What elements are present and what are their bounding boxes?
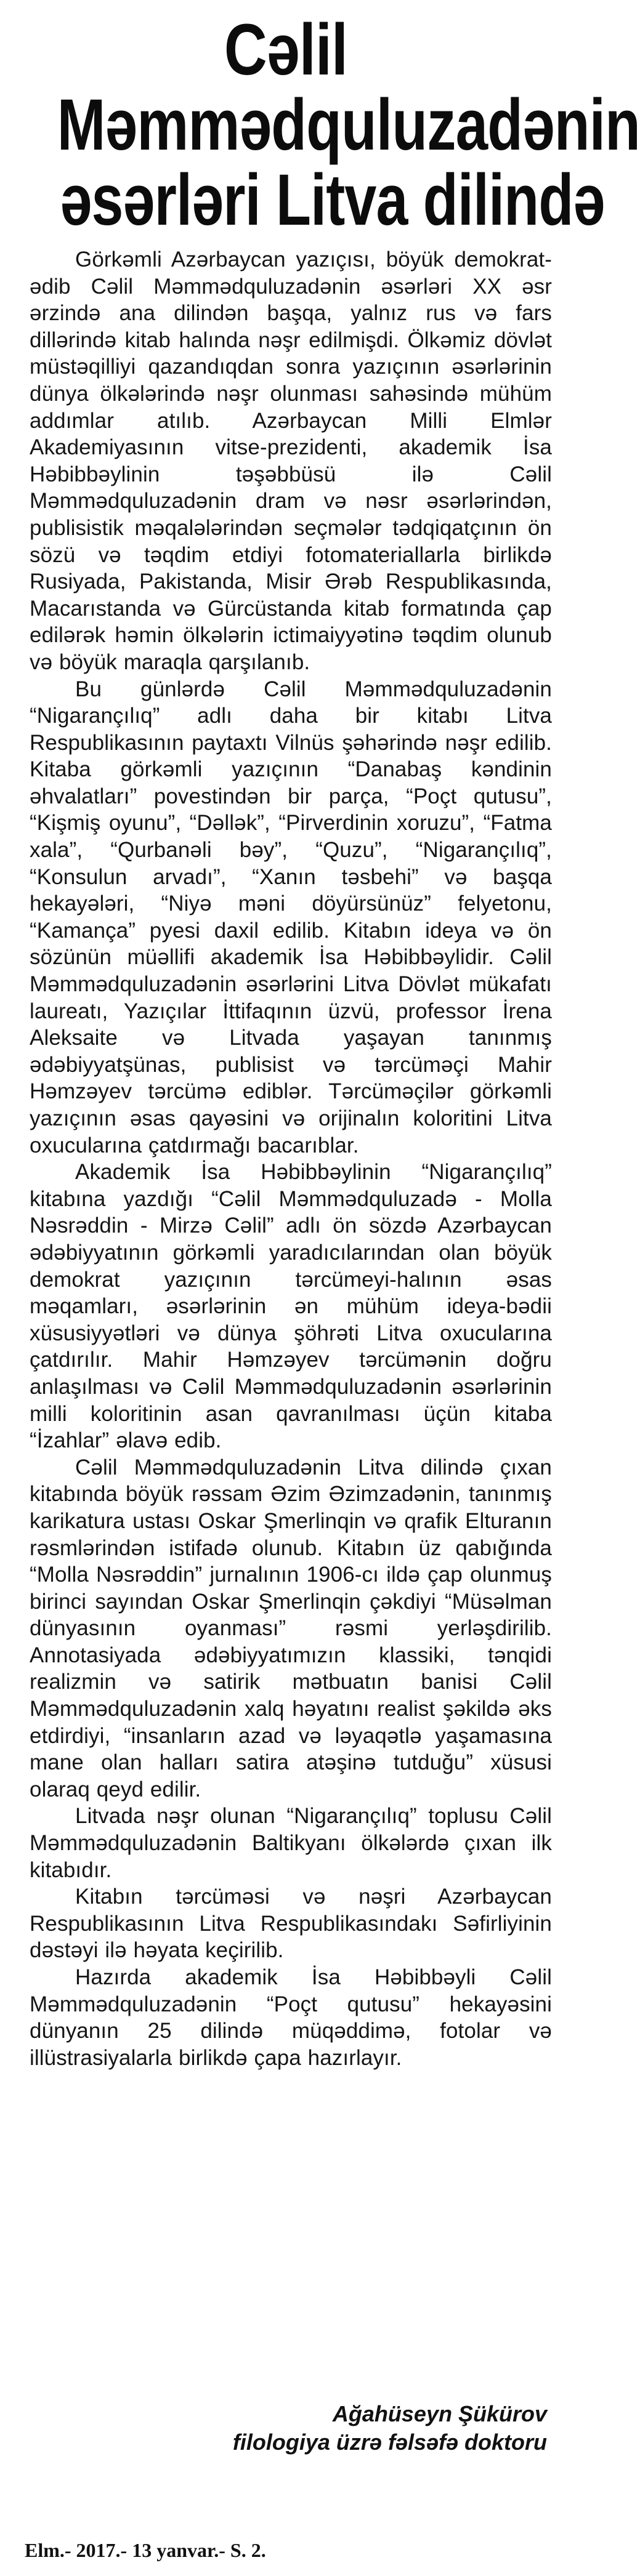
paragraph-6: Kitabın tərcüməsi və nəşri Azərbaycan Respublikasının Litva Respublikasındakı Səfirliyinin dəstəyi ilə həyata keçirilib. — [30, 1885, 552, 1963]
headline — [0, 9, 640, 241]
paragraph-2: Bu günlərdə Cəlil Məmmədquluzadənin “Nigarançılıq” adlı daha bir kitabı Litva Respublikasının paytaxtı Vilnüs şəhərində nəşr edilib. Kitaba görkəmli yazıçının “Danabaş kəndinin əhvalatları” povestindən bir parça, “Poçt qutusu”, “Kişmiş oyunu”, “Dəllək”, “Pirverdinin xoruzu”, “Fatma xala”, “Qurbanəli bəy”, “Quzu”, “Nigarançılıq”, “Konsulun arvadı”, “Xanın təsbehi” və başqa hekayələri, “Niyə məni döyürsünüz” felyetonu, “Kamança” pyesi daxil edilib. Kitabın ideya və ön sözünün müəllifi akademik İsa Həbibbəylidir. Cəlil Məmmədquluzadənin əsərlərini Litva Dövlət mükafatı laureatı, Yazıçılar İttifaqının üzvü, professor İrena Aleksaite və Litvada yaşayan tanınmış ədəbiyyatşünas, publisist və tərcüməçi Mahir Həmzəyev tərcümə ediblər. Tərcüməçilər görkəmli yazıçının əsas qayəsini və orijinalın koloritini Litva oxucularına çatdırmağı bacarıblar. — [30, 677, 552, 1157]
headline-line-1: Cəlil — [224, 9, 348, 91]
paragraph-4: Cəlil Məmmədquluzadənin Litva dilində çıxan kitabında böyük rəssam Əzim Əzimzadənin, tanınmış karikatura ustası Oskar Şmerlinqin və qrafik Elturanın rəsmlərindən istifadə olunub. Kitabın üz qabığında “Molla Nəsrəddin” jurnalının 1906-cı ildə çap olunmuş birinci sayından Oskar Şmerlinqin çəkdiyi “Müsəlman dünyasının oyanması” rəsmi yerləşdirilib. Annotasiyada ədəbiyyatımızın klassiki, tənqidi realizmin və satirik mətbuatın banisi Cəlil Məmmədquluzadənin xalq həyatını realist şəkildə əks etdirdiyi, “insanların azad və ləyaqətlə yaşamasına mane olan halları satira atəşinə tutduğu” xüsusi olaraq qeyd edilir. — [30, 1455, 552, 1801]
headline-line-3: əsərləri Litva dilində — [60, 159, 605, 241]
paragraph-1: Görkəmli Azərbaycan yazıçısı, böyük demokrat-ədib Cəlil Məmmədquluzadənin əsərləri XX əsr ərzində ana dilindən başqa, yalnız rus və fars dillərində kitab halında nəşr edilmişdi. Ölkəmiz dövlət müstəqilliyi qazandıqdan sonra yazıçının əsərlərinin dünya ölkələrində nəşr olunması sahəsində mühüm addımlar atılıb. Azərbaycan Milli Elmlər Akademiyasının vitse-prezidenti, akademik İsa Həbibbəylinin təşəbbüsü ilə Cəlil Məmmədquluzadənin dram və nəsr əsərlərindən, publisistik məqalələrindən seçmələr tədqiqatçının ön sözü və təqdim etdiyi fotomateriallarla birlikdə Rusiyada, Pakistanda, Misir Ərəb Respublikasında, Macarıstanda və Gürcüstanda kitab formatında çap edilərək həmin ölkələrin ictimaiyyətinə təqdim olunub və böyük maraqla qarşılanıb. — [30, 248, 552, 674]
paragraph-5: Litvada nəşr olunan “Nigarançılıq” toplusu Cəlil Məmmədquluzadənin Baltikyanı ölkələrdə çıxan ilk kitabıdır. — [30, 1804, 552, 1882]
paragraph-3: Akademik İsa Həbibbəylinin “Nigarançılıq” kitabına yazdığı “Cəlil Məmmədquluzadə - Molla Nəsrəddin - Mirzə Cəlil” adlı ön sözdə Azərbaycan ədəbiyyatının görkəmli yaradıcılarından olan böyük demokrat yazıçının tərcümeyi-halının əsas məqamları, əsərlərinin ən mühüm ideya-bədii xüsusiyyətləri və dünya şöhrəti Litva oxucularına çatdırılır. Mahir Həmzəyev tərcümənin doğru anlaşılması və Cəlil Məmmədquluzadənin əsərlərinin milli koloritinin asan qavranılması üçün kitaba “İzahlar” əlavə edib. — [30, 1160, 552, 1453]
author-signature — [233, 2400, 547, 2457]
paragraph-7: Hazırda akademik İsa Həbibbəyli Cəlil Məmmədquluzadənin “Poçt qutusu” hekayəsini dünyanın 25 dilində müqəddimə, fotolar və illüstrasiyalarla birlikdə çapa hazırlayır. — [30, 1965, 552, 2070]
author-degree: filologiya üzrə fəlsəfə doktoru — [232, 2429, 547, 2455]
article-body — [30, 246, 552, 2071]
author-name: Ağahüseyn Şükürov — [332, 2401, 547, 2426]
headline-line-2: Məmmədquluzadənin — [57, 84, 640, 166]
source-citation: Elm.- 2017.- 13 yanvar.- S. 2. — [25, 2539, 266, 2561]
